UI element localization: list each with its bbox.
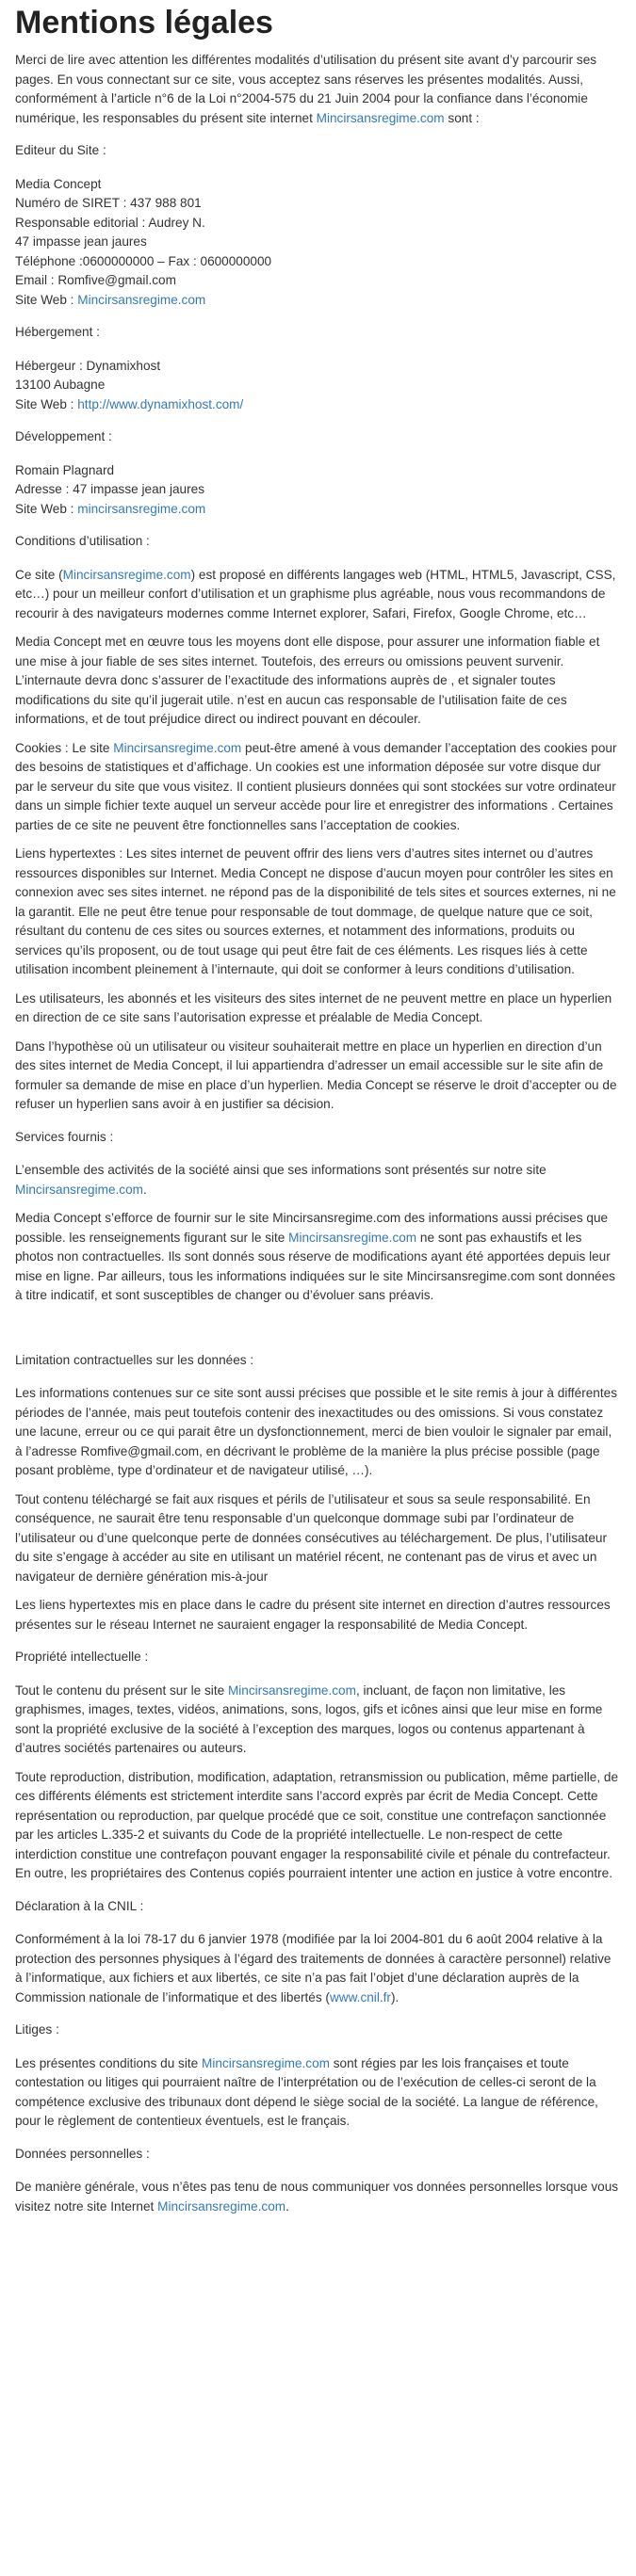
conditions-paragraph-5: Les utilisateurs, les abonnés et les visiteurs des sites internet de ne peuvent mettre en place un hyperlien en direction de ce site sans l’autorisation expresse et préalable de Media Concept.	[15, 990, 612, 1024]
developpement-details: Romain Plagnard Adresse : 47 impasse jean jaures Site Web : mincirsansregime.com	[15, 462, 206, 516]
intro-paragraph: Merci de lire avec attention les différentes modalités d’utilisation du présent site avant d’y parcourir ses pages. En vous connectant sur ce site, vous acceptez sans réserves les présentes modalités. Aussi, conformément à l’article n°6 de la Loi n°2004-575 du 21 Juin 2004 pour la confiance dans l’économie numérique, les responsables du présent site internet Mincirsansregime.com sont :	[15, 53, 597, 125]
propriete-paragraph-1: Tout le contenu du présent sur le site Mincirsansregime.com, incluant, de façon non limitative, les graphismes, images, textes, vidéos, animations, sons, logos, gifs et icônes ainsi que leur mise en forme sont la propriété exclusive de la société à l’exception des marques, logos ou contenus appartenant à d’autres sociétés partenaires ou auteurs.	[15, 1682, 603, 1755]
limitation-paragraph-2: Tout contenu téléchargé se fait aux risques et périls de l’utilisateur et sous sa seule responsabilité. En conséquence, ne saurait être tenu responsable d’un quelconque dommage subi par l’ordinateur de l’utilisateur ou d’une quelconque perte de données consécutives au téléchargement. De plus, l’utilisateur du site s’engage à accéder au site en utilisant un matériel récent, ne contenant pas de virus et avec un navigateur de dernière génération mis-à-jour	[15, 1491, 607, 1584]
cnil-paragraph: Conformément à la loi 78-17 du 6 janvier 1978 (modifiée par la loi 2004-801 du 6 août 2004 relative à la protection des personnes physiques à l’égard des traitements de données à caractère personnel) relative à l’informatique, aux fichiers et aux libertés, ce site n’a pas fait l’objet d’une déclaration auprès de la Commission nationale de l’informatique et des libertés (www.cnil.fr).	[15, 1932, 612, 2004]
site-link[interactable]: Mincirsansregime.com	[227, 1682, 356, 1698]
services-paragraph-1: L’ensemble des activités de la société ainsi que ses informations sont présentés sur notre site Mincirsansregime.com.	[15, 1163, 546, 1197]
site-link[interactable]: Mincirsansregime.com	[288, 1230, 417, 1245]
hebergement-heading: Hébergement :	[15, 325, 100, 339]
editeur-heading: Editeur du Site :	[15, 143, 106, 157]
conditions-paragraph-2: Media Concept met en œuvre tous les moyens dont elle dispose, pour assurer une information fiable et une mise à jour fiable de ses sites internet. Toutefois, des erreurs ou omissions peuvent survenir. L’internaute devra donc s’assurer de l’exactitude des informations auprès de , et signaler toutes modifications du site qu’il jugerait utile. n’est en aucun cas responsable de l’utilisation faite de ces informations, et de tout préjudice direct ou indirect pouvant en découler.	[15, 635, 600, 726]
editeur-details: Media Concept Numéro de SIRET : 437 988 801 Responsable editorial : Audrey N. 47 impasse jean jaures Téléphone :0600000000 – Fax : 0600000000 Email : Romfive@gmail.com Site Web : Mincirsansregime.com	[15, 176, 272, 307]
developer-website-link[interactable]: mincirsansregime.com	[77, 501, 206, 516]
limitation-heading: Limitation contractuelles sur les données :	[15, 1352, 254, 1367]
cnil-link[interactable]: www.cnil.fr	[329, 1989, 391, 2004]
donnees-heading: Données personnelles :	[15, 2146, 150, 2161]
site-link[interactable]: Mincirsansregime.com	[62, 567, 191, 582]
services-paragraph-2: Media Concept s’efforce de fournir sur le site Mincirsansregime.com des informations aussi précises que possible. les renseignements figurant sur le site Mincirsansregime.com ne sont pas exhaustifs et les photos non contractuelles. Ils sont donnés sous réserve de modifications ayant été apportées depuis leur mise en ligne. Par ailleurs, tous les informations indiquées sur le site Mincirsansregime.com sont données à titre indicatif, et sont susceptibles de changer ou d’évoluer sans préavis.	[15, 1211, 615, 1302]
cookies-paragraph: Cookies : Le site Mincirsansregime.com peut-être amené à vous demander l’acceptation des cookies pour des besoins de statistiques et d’affichage. Un cookies est une information déposée sur votre disque dur par le serveur du site que vous visitez. Il contient plusieurs données qui sont stockées sur votre ordinateur dans un simple fichier texte auquel un serveur accède pour lire et enregistrer des informations . Certaines parties de ce site ne peuvent être fonctionnelles sans l’acceptation de cookies.	[15, 740, 617, 832]
conditions-paragraph-6: Dans l’hypothèse où un utilisateur ou visiteur souhaiterait mettre en place un hyperlien en direction d’un des sites internet de Media Concept, il lui appartiendra d’adresser un email accessible sur le site afin de formuler sa demande de mise en place d’un hyperlien. Media Concept se réserve le droit d’accepter ou de refuser un hyperlien sans avoir à en justifier sa décision.	[15, 1038, 617, 1111]
conditions-heading: Conditions d’utilisation :	[15, 534, 150, 548]
page-title: Mentions légales	[15, 5, 273, 40]
limitation-paragraph-1: Les informations contenues sur ce site sont aussi précises que possible et le site remis à jour à différentes périodes de l’année, mais peut toutefois contenir des inexactitudes ou des omissions. Si vous constatez une lacune, erreur ou ce qui parait être un dysfonctionnement, merci de bien vouloir le signaler par email, à l’adresse Romfive@gmail.com, en décrivant le problème de la manière la plus précise possible (page posant problème, type d’ordinateur et de navigateur utilisé, …).	[15, 1386, 617, 1477]
services-heading: Services fournis :	[15, 1129, 114, 1144]
site-link[interactable]: Mincirsansregime.com	[316, 110, 445, 125]
propriete-paragraph-2: Toute reproduction, distribution, modification, adaptation, retransmission ou publication, même partielle, de ces différents éléments est strictement interdite sans l’accord exprès par écrit de Media Concept. Cette représentation ou reproduction, par quelque procédé que ce soit, constitue une contrefaçon sanctionnée par les articles L.335-2 et suivants du Code de la propriété intellectuelle. Le non-respect de cette interdiction constitue une contrefaçon pouvant engager la responsabilité civile et pénale du contrefacteur. En outre, les propriétaires des Contenus copiés pourraient intenter une action en justice à votre encontre.	[15, 1769, 619, 1880]
hyperlinks-paragraph: Liens hypertextes : Les sites internet de peuvent offrir des liens vers d’autres sites internet ou d’autres ressources disponibles sur Internet. Media Concept ne dispose d’aucun moyen pour contrôler les sites en connexion avec ses sites internet. ne répond pas de la disponibilité de tels sites et sources externes, ni ne la garantit. Elle ne peut être tenue pour responsable de tout dommage, de quelque nature que ce soit, résultant du contenu de ces sites ou sources externes, et notamment des informations, produits ou services qu’ils proposent, ou de tout usage qui peut être fait de ces éléments. Les risques liés à cette utilisation incombent pleinement à l’internaute, qui doit se conformer à leurs conditions d’utilisation.	[15, 846, 616, 976]
editeur-website-link[interactable]: Mincirsansregime.com	[77, 292, 206, 307]
cnil-heading: Déclaration à la CNIL :	[15, 1898, 144, 1913]
spacer	[15, 1315, 621, 1338]
hebergement-details: Hébergeur : Dynamixhost 13100 Aubagne Site Web : http://www.dynamixhost.com/	[15, 358, 244, 411]
donnees-paragraph: De manière générale, vous n’êtes pas tenu de nous communiquer vos données personnelles lorsque vous visitez notre site Internet Mincirsansregime.com.	[15, 2180, 619, 2214]
propriete-heading: Propriété intellectuelle :	[15, 1650, 149, 1664]
host-website-link[interactable]: http://www.dynamixhost.com/	[77, 396, 244, 411]
site-link[interactable]: Mincirsansregime.com	[113, 740, 242, 755]
site-link[interactable]: Mincirsansregime.com	[157, 2198, 286, 2214]
developpement-heading: Développement :	[15, 429, 112, 443]
limitation-paragraph-3: Les liens hypertextes mis en place dans le cadre du présent site internet en direction d’autres ressources présentes sur le réseau Internet ne sauraient engager la responsabilité de Media Concept.	[15, 1598, 611, 1632]
litiges-paragraph: Les présentes conditions du site Mincirsansregime.com sont régies par les lois françaises et toute contestation ou litiges qui pourraient naître de l’interprétation ou de l’exécution de celles-ci seront de la compétence exclusive des tribunaux dont dépend le siège social de la société. La langue de référence, pour le règlement de contentieux éventuels, est le français.	[15, 2055, 598, 2128]
conditions-paragraph-1: Ce site (Mincirsansregime.com) est proposé en différents langages web (HTML, HTML5, Javascript, CSS, etc…) pour un meilleur confort d’utilisation et un graphisme plus agréable, nous vous recommandons de recourir à des navigateurs modernes comme Internet explorer, Safari, Firefox, Google Chrome, etc…	[15, 567, 616, 620]
site-link[interactable]: Mincirsansregime.com	[15, 1182, 143, 1197]
litiges-heading: Litiges :	[15, 2022, 59, 2037]
site-link[interactable]: Mincirsansregime.com	[202, 2055, 330, 2070]
